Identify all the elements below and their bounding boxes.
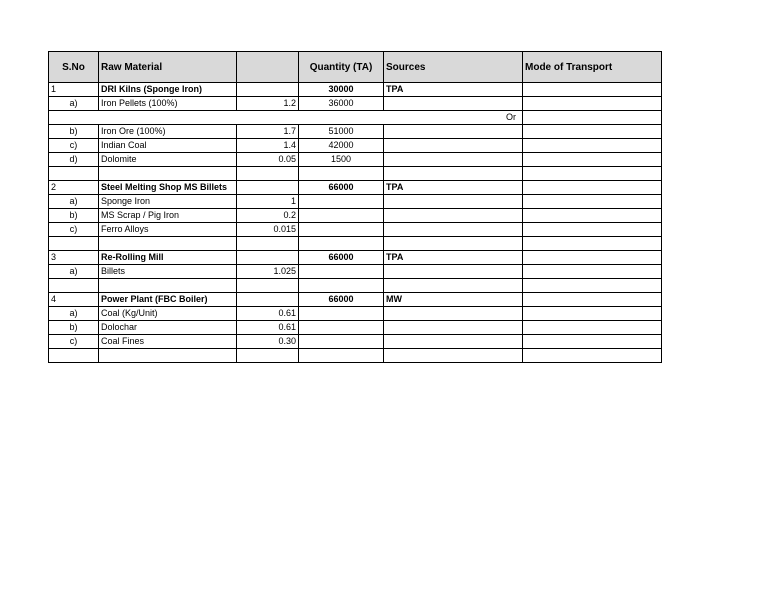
source-cell xyxy=(384,209,523,223)
empty-cell xyxy=(49,237,99,251)
section-row xyxy=(49,293,662,307)
transport-cell xyxy=(523,265,662,279)
material-cell: Coal Fines xyxy=(99,335,237,349)
table-row xyxy=(49,321,662,335)
sno-cell: a) xyxy=(49,265,99,279)
table-row xyxy=(49,195,662,209)
empty-cell xyxy=(523,349,662,363)
factor-cell xyxy=(237,181,299,195)
empty-cell xyxy=(299,279,384,293)
blank-row xyxy=(49,349,662,363)
quantity-cell: 66000 xyxy=(299,251,384,265)
material-cell: Billets xyxy=(99,265,237,279)
sno-cell: c) xyxy=(49,335,99,349)
source-cell xyxy=(384,125,523,139)
transport-cell xyxy=(523,209,662,223)
factor-cell: 0.015 xyxy=(237,223,299,237)
empty-cell xyxy=(99,167,237,181)
transport-cell xyxy=(523,83,662,97)
quantity-cell xyxy=(299,321,384,335)
source-cell xyxy=(384,139,523,153)
material-cell: Indian Coal xyxy=(99,139,237,153)
table-row xyxy=(49,209,662,223)
sno-cell: 2 xyxy=(49,181,99,195)
empty-cell xyxy=(299,349,384,363)
quantity-cell: 36000 xyxy=(299,97,384,111)
quantity-cell: 1500 xyxy=(299,153,384,167)
table-row xyxy=(49,265,662,279)
factor-cell: 0.61 xyxy=(237,321,299,335)
source-cell xyxy=(384,195,523,209)
material-cell: Re-Rolling Mill xyxy=(99,251,237,265)
factor-cell: 1.2 xyxy=(237,97,299,111)
table-row xyxy=(49,139,662,153)
sno-cell: c) xyxy=(49,139,99,153)
quantity-cell: 30000 xyxy=(299,83,384,97)
transport-cell xyxy=(523,181,662,195)
empty-cell xyxy=(384,349,523,363)
table-header-row xyxy=(49,52,662,83)
empty-cell xyxy=(49,279,99,293)
factor-cell: 1.025 xyxy=(237,265,299,279)
sno-cell: 3 xyxy=(49,251,99,265)
blank-row xyxy=(49,237,662,251)
table-row xyxy=(49,223,662,237)
factor-cell: 0.61 xyxy=(237,307,299,321)
transport-cell xyxy=(523,223,662,237)
header-sources: Sources xyxy=(384,52,523,83)
sno-cell: 1 xyxy=(49,83,99,97)
table-row xyxy=(49,97,662,111)
empty-cell xyxy=(523,237,662,251)
factor-cell: 1.4 xyxy=(237,139,299,153)
table-body xyxy=(49,83,662,363)
quantity-cell xyxy=(299,335,384,349)
material-cell: Power Plant (FBC Boiler) xyxy=(99,293,237,307)
section-row xyxy=(49,83,662,97)
factor-cell: 0.2 xyxy=(237,209,299,223)
empty-cell xyxy=(99,237,237,251)
empty-cell xyxy=(237,279,299,293)
quantity-cell xyxy=(299,209,384,223)
material-cell: Dolomite xyxy=(99,153,237,167)
quantity-cell: 42000 xyxy=(299,139,384,153)
factor-cell: 0.05 xyxy=(237,153,299,167)
table-row xyxy=(49,307,662,321)
material-cell: Iron Pellets (100%) xyxy=(99,97,237,111)
factor-cell: 0.30 xyxy=(237,335,299,349)
empty-cell xyxy=(523,167,662,181)
factor-cell xyxy=(237,83,299,97)
sno-cell: b) xyxy=(49,125,99,139)
transport-cell xyxy=(523,307,662,321)
table-row xyxy=(49,125,662,139)
sno-cell: 4 xyxy=(49,293,99,307)
quantity-cell: 51000 xyxy=(299,125,384,139)
quantity-cell: 66000 xyxy=(299,181,384,195)
empty-cell xyxy=(49,167,99,181)
transport-cell xyxy=(523,251,662,265)
quantity-cell xyxy=(299,307,384,321)
transport-cell xyxy=(523,195,662,209)
table-row xyxy=(49,335,662,349)
transport-cell xyxy=(523,153,662,167)
source-cell xyxy=(384,153,523,167)
material-cell: Steel Melting Shop MS Billets xyxy=(99,181,237,195)
empty-cell xyxy=(99,279,237,293)
header-quantity: Quantity (TA) xyxy=(299,52,384,83)
quantity-cell xyxy=(299,195,384,209)
empty-cell xyxy=(523,279,662,293)
material-cell: MS Scrap / Pig Iron xyxy=(99,209,237,223)
factor-cell xyxy=(237,251,299,265)
source-cell xyxy=(384,223,523,237)
source-cell xyxy=(384,335,523,349)
or-row xyxy=(49,111,662,125)
source-cell: TPA xyxy=(384,83,523,97)
empty-cell xyxy=(299,237,384,251)
section-row xyxy=(49,181,662,195)
factor-cell: 1.7 xyxy=(237,125,299,139)
header-raw-material: Raw Material xyxy=(99,52,237,83)
source-cell xyxy=(384,265,523,279)
sno-cell: b) xyxy=(49,321,99,335)
empty-cell xyxy=(49,349,99,363)
material-cell: Sponge Iron xyxy=(99,195,237,209)
sno-cell: c) xyxy=(49,223,99,237)
empty-cell xyxy=(299,167,384,181)
transport-cell xyxy=(523,335,662,349)
sno-cell: a) xyxy=(49,307,99,321)
header-factor xyxy=(237,52,299,83)
material-cell: Dolochar xyxy=(99,321,237,335)
transport-cell xyxy=(523,139,662,153)
material-cell: Coal (Kg/Unit) xyxy=(99,307,237,321)
quantity-cell xyxy=(299,223,384,237)
table-row xyxy=(49,153,662,167)
sno-cell: a) xyxy=(49,97,99,111)
empty-cell xyxy=(237,167,299,181)
transport-cell xyxy=(523,293,662,307)
sno-cell: d) xyxy=(49,153,99,167)
material-cell: Iron Ore (100%) xyxy=(99,125,237,139)
empty-cell xyxy=(237,237,299,251)
source-cell: TPA xyxy=(384,251,523,265)
empty-cell xyxy=(237,349,299,363)
material-cell: DRI Kilns (Sponge Iron) xyxy=(99,83,237,97)
empty-cell xyxy=(49,111,99,125)
empty-cell xyxy=(384,279,523,293)
quantity-cell: 66000 xyxy=(299,293,384,307)
empty-cell xyxy=(384,167,523,181)
section-row xyxy=(49,251,662,265)
empty-cell xyxy=(99,349,237,363)
source-cell: TPA xyxy=(384,181,523,195)
blank-row xyxy=(49,167,662,181)
raw-material-table xyxy=(48,51,662,363)
source-cell xyxy=(384,321,523,335)
factor-cell xyxy=(237,293,299,307)
header-sno: S.No xyxy=(49,52,99,83)
blank-row xyxy=(49,279,662,293)
quantity-cell xyxy=(299,265,384,279)
or-cell: Or xyxy=(99,111,523,125)
transport-cell xyxy=(523,125,662,139)
material-cell: Ferro Alloys xyxy=(99,223,237,237)
empty-cell xyxy=(523,111,662,125)
source-cell: MW xyxy=(384,293,523,307)
sno-cell: b) xyxy=(49,209,99,223)
transport-cell xyxy=(523,321,662,335)
factor-cell: 1 xyxy=(237,195,299,209)
empty-cell xyxy=(384,237,523,251)
sno-cell: a) xyxy=(49,195,99,209)
source-cell xyxy=(384,97,523,111)
source-cell xyxy=(384,307,523,321)
transport-cell xyxy=(523,97,662,111)
header-mode-of-transport: Mode of Transport xyxy=(523,52,662,83)
